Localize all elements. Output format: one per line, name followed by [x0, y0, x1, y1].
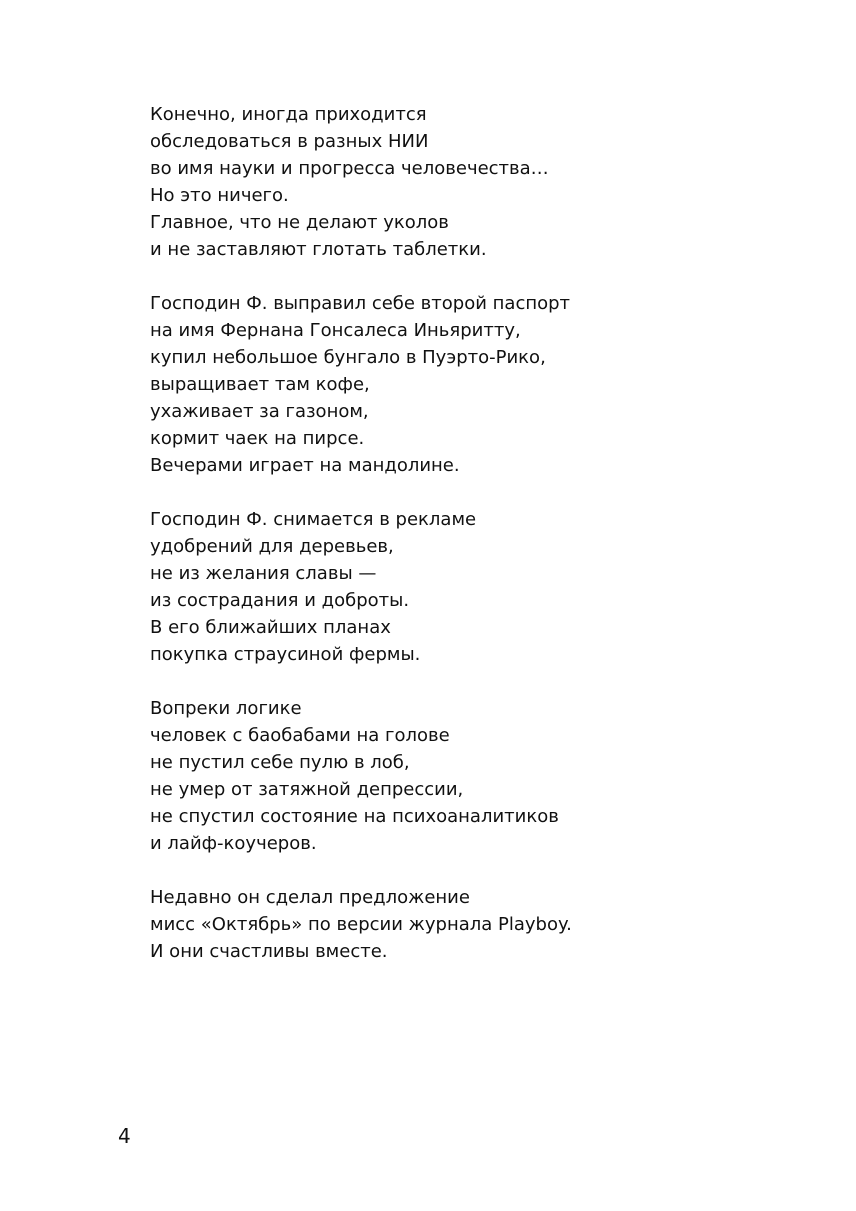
poem-line: Господин Ф. снимается в рекламе — [150, 509, 477, 530]
stanza-1 — [150, 101, 830, 263]
poem-line: на имя Фернана Гонсалеса Иньяритту, — [150, 320, 521, 341]
poem-line: удобрений для деревьев, — [150, 536, 394, 557]
poem-line: обследоваться в разных НИИ — [150, 131, 429, 152]
poem-line: Недавно он сделал предложение — [150, 887, 470, 908]
poem-line: кормит чаек на пирсе. — [150, 428, 365, 449]
poem-line: и лайф-коучеров. — [150, 833, 317, 854]
poem-line: Конечно, иногда приходится — [150, 104, 427, 125]
poem-line: из сострадания и доброты. — [150, 590, 410, 611]
poem-line: В его ближайших планах — [150, 617, 391, 638]
poem-line: не пустил себе пулю в лоб, — [150, 752, 410, 773]
poem-line: покупка страусиной фермы. — [150, 644, 421, 665]
poem-line: И они счастливы вместе. — [150, 941, 388, 962]
poem-line: Главное, что не делают уколов — [150, 212, 449, 233]
poem-line: Господин Ф. выправил себе второй паспорт — [150, 293, 571, 314]
poem-line: не из желания славы — — [150, 563, 377, 584]
page-number: 4 — [118, 1124, 131, 1148]
poem-line: Вопреки логике — [150, 698, 302, 719]
poem-line: Но это ничего. — [150, 185, 289, 206]
stanza-2 — [150, 290, 830, 479]
poem-line: и не заставляют глотать таблетки. — [150, 239, 487, 260]
stanza-5 — [150, 884, 830, 965]
poem-line: Вечерами играет на мандолине. — [150, 455, 460, 476]
stanza-3 — [150, 506, 830, 668]
poem-text — [150, 101, 830, 992]
poem-line: купил небольшое бунгало в Пуэрто-Рико, — [150, 347, 546, 368]
poem-line: мисс «Октябрь» по версии журнала Playboy. — [150, 914, 572, 935]
poem-line: не умер от затяжной депрессии, — [150, 779, 464, 800]
poem-line: человек с баобабами на голове — [150, 725, 450, 746]
poem-line: во имя науки и прогресса человечества… — [150, 158, 549, 179]
poem-line: не спустил состояние на психоаналитиков — [150, 806, 559, 827]
poem-line: выращивает там кофе, — [150, 374, 370, 395]
poem-line: ухаживает за газоном, — [150, 401, 369, 422]
stanza-4 — [150, 695, 830, 857]
